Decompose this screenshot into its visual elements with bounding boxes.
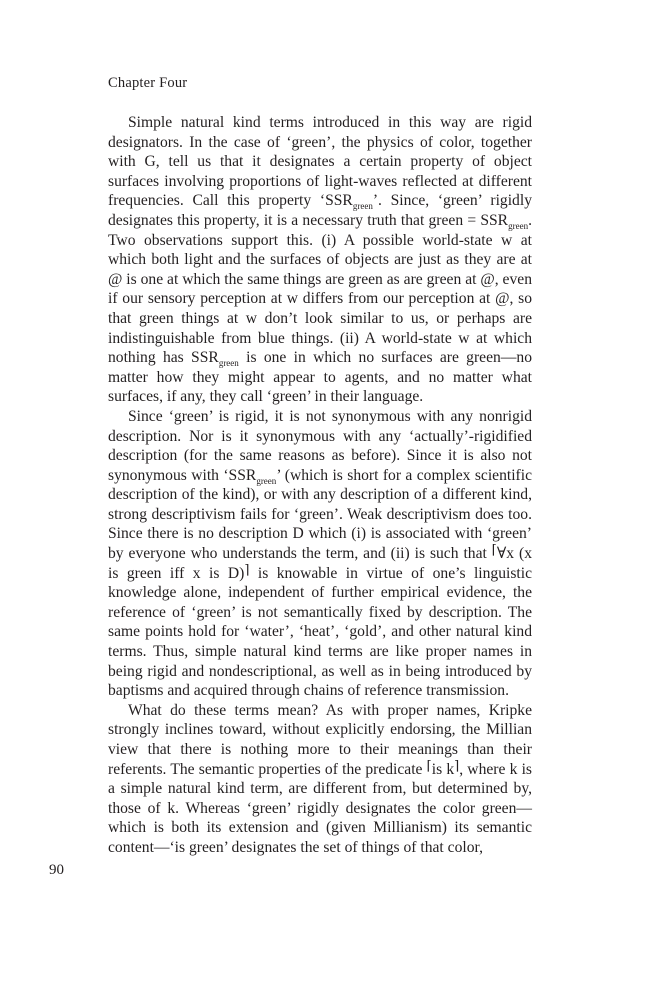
quasi-quote-mark: ⌈ (491, 542, 497, 558)
subscript: green (218, 358, 239, 369)
paragraph-3: What do these terms mean? As with proper names, Kripke strongly inclines toward, without explicitly endorsing, the Millian view that there is nothing more to their meanings than their referents. The semantic properties of the predicate ⌈is k⌉, where k is a simple natural kind term, are different from, but determined by, those of k. Whereas ‘green’ rigidly designates the color green—which is both its extension and (given Millianism) its semantic content—‘is green’ designates the set of things of that color, (108, 701, 532, 856)
subscript: green (256, 475, 277, 486)
subscript: green (508, 220, 529, 231)
quasi-quote-mark: ⌉ (244, 561, 250, 577)
body-text (108, 113, 532, 858)
quasi-quote-mark: ⌈ (426, 757, 432, 773)
paragraph-1: Simple natural kind terms introduced in this way are rigid designators. In the case of ‘green’, the physics of color, together with G, tell us that it designates a certain property of object surfaces involving proportions of light-waves reflected at different frequencies. Call this property ‘$SSR_{green}$’. Since, ‘green’ rigidly designates this property, it is a necessary truth that green = $SSR_{green}$. Two observations support this. (i) A possible world-state w at which both light and the surfaces of objects are just as they are at @ is one at which the same things are green as are green at @, even if our sensory perception at w differs from our perception at @, so that green things at w don’t look similar to us, or perhaps are indistinguishable from blue things. (ii) A world-state w at which nothing has $SSR_{green}$ is one in which no surfaces are green—no matter how they might appear to agents, and no matter what surfaces, if any, they call ‘green’ in their language. (108, 114, 532, 406)
page-number: 90 (49, 862, 64, 878)
subscript: green (352, 201, 373, 212)
running-head: Chapter Four (108, 75, 188, 91)
paragraph-2: Since ‘green’ is rigid, it is not synonymous with any nonrigid description. Nor is it synonymous with any ‘actually’-rigidified description (for the same reasons as before). Since it is also not synonymous with ‘$SSR_{green}$’ (which is short for a complex scientific description of the kind), or with any description of a different kind, strong descriptivism fails for ‘green’. Weak descriptivism does too. Since there is no description D which (i) is associated with ‘green’ by everyone who understands the term, and (ii) is such that ⌈∀x (x is green iff x is D)⌉ is knowable in virtue of one’s linguistic knowledge alone, independent of further empirical evidence, the reference of ‘green’ is not semantically fixed by description. The same points hold for ‘water’, ‘heat’, ‘gold’, and other natural kind terms. Thus, simple natural kind terms are like proper names in being rigid and nondescriptional, as well as in being introduced by baptisms and acquired through chains of reference transmission. (108, 407, 532, 700)
quasi-quote-mark: ⌉ (454, 757, 460, 773)
